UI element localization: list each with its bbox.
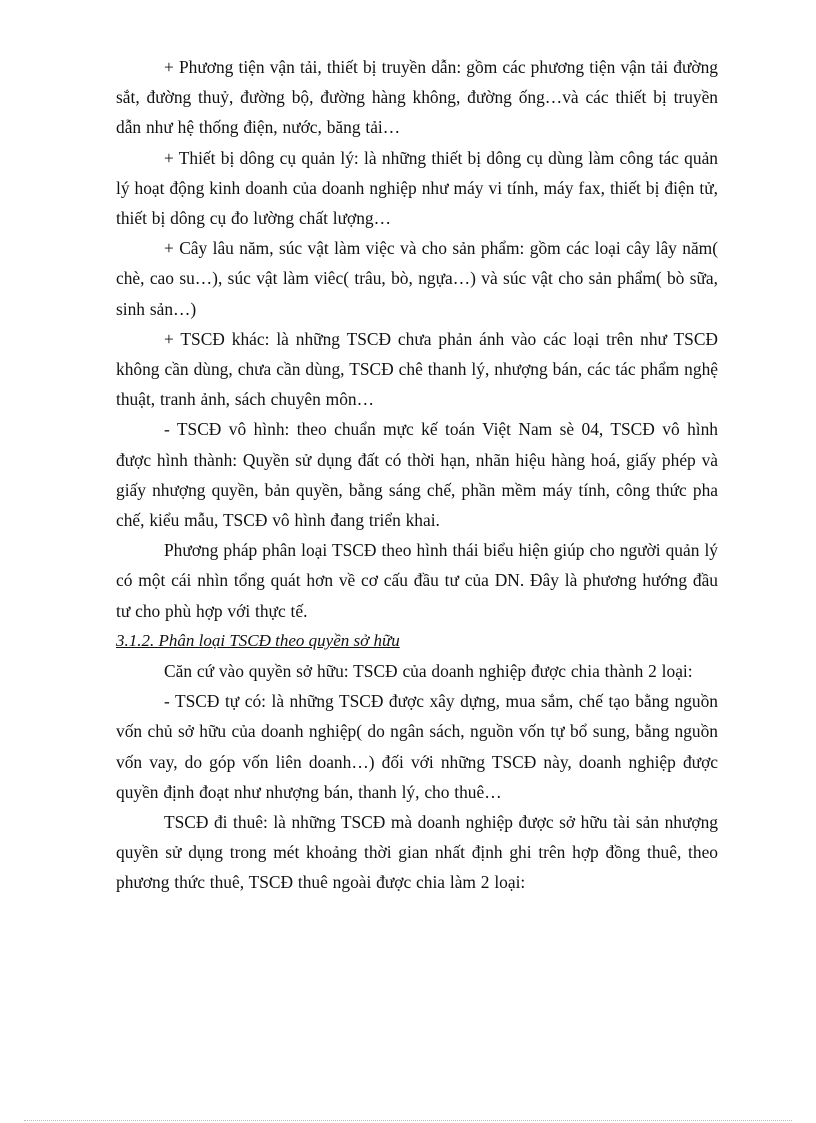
- paragraph-management-equipment: + Thiết bị dông cụ quản lý: là những thiết bị dông cụ dùng làm công tác quản lý hoạt động kinh doanh của doanh nghiệp như máy vi tính, máy fax, thiết bị điện tử, thiết bị dông cụ đo lường chất lượng…: [116, 147, 718, 229]
- document-page: [116, 52, 718, 898]
- paragraph-perennial-trees: + Cây lâu năm, súc vật làm việc và cho sản phẩm: gồm các loại cây lây năm( chè, cao su…), súc vật làm viêc( trâu, bò, ngựa…) và súc vật cho sản phẩm( bò sữa, sinh sản…): [116, 238, 718, 319]
- paragraph-other-assets: + TSCĐ khác: là những TSCĐ chưa phản ánh vào các loại trên như TSCĐ không cần dùng, chưa cần dùng, TSCĐ chê thanh lý, nhượng bán, các tác phẩm nghệ thuật, tranh ảnh, sách chuyên môn…: [116, 328, 718, 410]
- paragraph-intangible-assets: - TSCĐ vô hình: theo chuẩn mực kế toán Việt Nam sè 04, TSCĐ vô hình được hình thành: Quyền sử dụng đất có thời hạn, nhãn hiệu hàng hoá, giấy phép và giấy nhượng quyền, bản quyền, bằng sáng chế, phần mềm máy tính, công thức pha chế, kiểu mẫu, TSCĐ vô hình đang triển khai.: [116, 419, 718, 531]
- section-heading: 3.1.2. Phân loại TSCĐ theo quyền sở hữu: [116, 630, 400, 650]
- paragraph-leased-assets: TSCĐ đi thuê: là những TSCĐ mà doanh nghiệp được sở hữu tài sản nhượng quyền sử dụng trong mét khoảng thời gian nhất định ghi trên hợp đồng thuê, theo phương thức thuê, TSCĐ thuê ngoài được chia làm 2 loại:: [116, 812, 718, 893]
- page-bottom-divider: [24, 1120, 792, 1121]
- paragraph-ownership-basis: Căn cứ vào quyền sở hữu: TSCĐ của doanh nghiệp được chia thành 2 loại:: [164, 661, 693, 682]
- paragraph-transport: + Phương tiện vận tải, thiết bị truyền dẫn: gồm các phương tiện vận tải đường sắt, đường thuỷ, đường bộ, đường hàng không, đường ống…và các thiết bị truyền dẫn như hệ thống điện, nước, băng tải…: [116, 57, 718, 138]
- paragraph-owned-assets: - TSCĐ tự có: là những TSCĐ được xây dựng, mua sắm, chế tạo bằng nguồn vốn chủ sở hữu của doanh nghiệp( do ngân sách, nguồn vốn tự bổ sung, bằng nguồn vốn vay, do góp vốn liên doanh…) đối với những TSCĐ này, doanh nghiệp được quyền định đoạt như nhượng bán, thanh lý, cho thuê…: [116, 691, 718, 802]
- paragraph-classification-method: Phương pháp phân loại TSCĐ theo hình thái biểu hiện giúp cho người quản lý có một cái nhìn tổng quát hơn về cơ cấu đầu tư của DN. Đây là phương hướng đầu tư cho phù hợp với thực tế.: [116, 540, 718, 621]
